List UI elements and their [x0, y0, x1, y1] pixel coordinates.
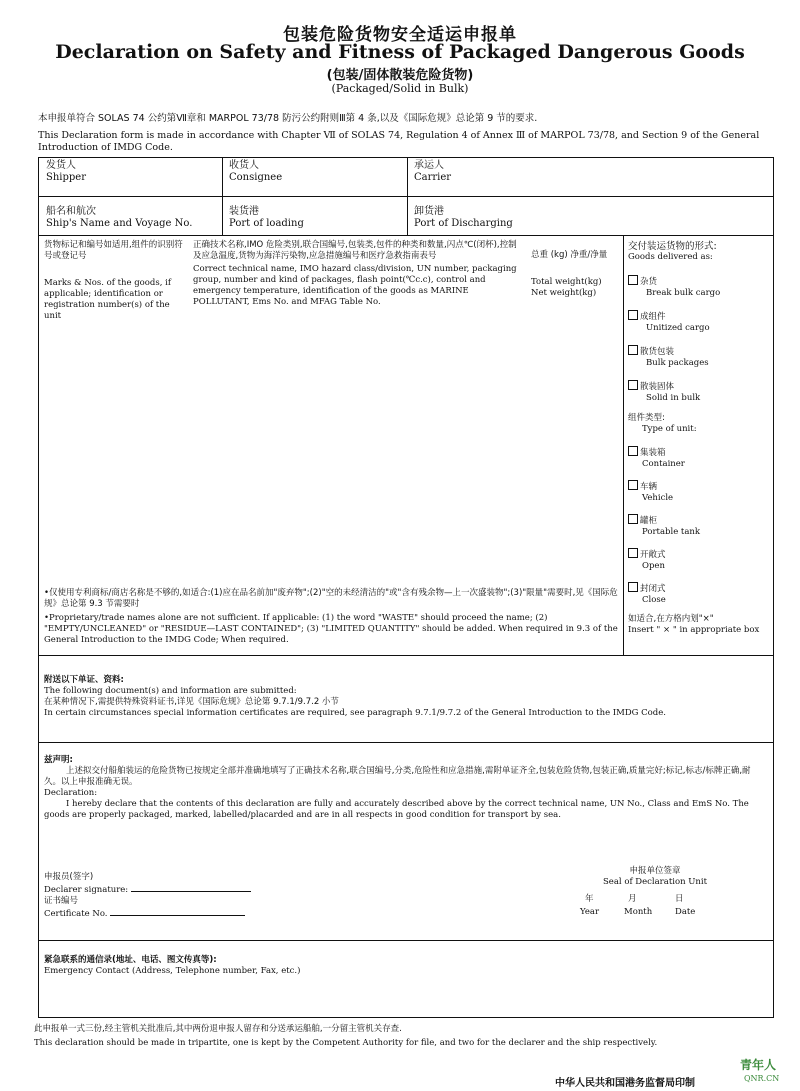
date-en: Date	[675, 907, 696, 917]
delivered-opt-break-bulk[interactable]	[628, 275, 720, 299]
checkbox-portable-tank[interactable]	[628, 514, 638, 524]
docs-note-en: In certain circumstances special information certificates are required, see paragraph 9.7.1/9.7.2 of the General Introduction to the IMDG Code.	[44, 708, 666, 718]
consignee-field[interactable]	[229, 160, 282, 184]
row-divider-2	[38, 235, 773, 236]
delivered-opt-bulk-packages[interactable]	[628, 345, 709, 369]
unit-label-cn: 集装箱	[640, 448, 666, 458]
opt-label-cn: 散装固体	[640, 382, 675, 392]
ship-voyage-field[interactable]	[46, 206, 192, 230]
documents-section[interactable]	[44, 675, 766, 719]
unit-label-cn: 车辆	[640, 482, 658, 492]
unit-type-cn: 组件类型:	[628, 413, 665, 423]
discharging-label-en: Port of Discharging	[414, 218, 513, 229]
month-cn: 月	[628, 894, 637, 904]
docs-heading-cn: 附送以下单证、资料:	[44, 675, 124, 685]
marks-column[interactable]	[44, 240, 184, 322]
checkbox-open[interactable]	[628, 548, 638, 558]
description-column[interactable]	[193, 240, 521, 308]
consignee-label-cn: 收货人	[229, 160, 259, 171]
goods-note-en: •Proprietary/trade names alone are not sufficient. If applicable: (1) the word "WASTE" should proceed the name; (2) "EMPTY/UNCLEANED" or "RESIDUE—LAST CONTAINED"; (3) "LIMITED QUANTITY" should be added. When required in 9.3 of the General Introduction to the IMDG Code; When required.	[44, 613, 618, 645]
unit-label-cn: 罐柜	[640, 516, 658, 526]
unit-label-en: Container	[642, 459, 685, 469]
day-cn: 日	[675, 894, 684, 904]
row-divider-4	[38, 742, 773, 743]
unit-type-en: Type of unit:	[642, 424, 697, 434]
desc-label-en: Correct technical name, IMO hazard class/division, UN number, packaging group, number and kind of packages, flash point(℃c.c), control and emergency temperature, identification of the goods as MARINE POLLUTANT, Ems No. and MFAG Table No.	[193, 264, 517, 307]
row-divider-1	[38, 196, 773, 197]
marks-label-en: Marks & Nos. of the goods, if applicable; identification or registration number(s) of the unit	[44, 278, 171, 321]
weight-label-net-en: Net weight(kg)	[531, 288, 597, 298]
opt-label-en: Solid in bulk	[646, 393, 701, 403]
form-title-cn: 包装危险货物安全适运申报单	[283, 25, 517, 45]
port-discharging-field[interactable]	[414, 206, 513, 230]
carrier-label-cn: 承运人	[414, 160, 444, 171]
declarer-label-cn: 申报员(签字)	[44, 872, 94, 882]
ship-label-cn: 船名和航次	[46, 206, 96, 217]
carrier-label-en: Carrier	[414, 172, 452, 183]
delivered-heading-cn: 交付装运货物的形式:	[628, 241, 717, 252]
printer-credit: 中华人民共和国港务监督局印制	[555, 1078, 695, 1089]
cert-label-en: Certificate No.	[44, 909, 108, 919]
checkbox-break-bulk[interactable]	[628, 275, 638, 285]
unit-label-cn: 封闭式	[640, 584, 666, 594]
unit-type-heading	[628, 413, 697, 435]
unit-label-en: Close	[642, 595, 666, 605]
frame-right-line	[773, 157, 774, 1018]
weight-label-cn: 总重 (kg) 净重/净量	[531, 250, 608, 260]
declaration-text-en: I hereby declare that the contents of this declaration are fully and accurately described above by the correct technical name, UN No., Class and EmS No. The goods are properly packaged, marked, labelled/placarded and are in all respects in good condition for transport by sea.	[44, 799, 749, 820]
unit-opt-vehicle[interactable]	[628, 480, 673, 504]
opt-label-en: Unitized cargo	[646, 323, 710, 333]
declarer-signature-line[interactable]	[131, 883, 251, 892]
checkbox-bulk-packages[interactable]	[628, 345, 638, 355]
checkbox-unitized[interactable]	[628, 310, 638, 320]
footer-note-cn: 此申报单一式三份,经主管机关批准后,其中两份退申报人留存和分送承运船舶,一分留主管机关存查.	[34, 1024, 402, 1034]
declaration-heading-cn: 兹声明:	[44, 755, 73, 765]
year-en: Year	[580, 907, 600, 917]
watermark-url: QNR.CN	[744, 1074, 780, 1083]
year-cn: 年	[585, 894, 594, 904]
ship-label-en: Ship's Name and Voyage No.	[46, 218, 193, 229]
checkbox-solid-bulk[interactable]	[628, 380, 638, 390]
unit-label-en: Vehicle	[642, 493, 674, 503]
shipper-label-en: Shipper	[46, 172, 86, 183]
unit-opt-close[interactable]	[628, 582, 666, 606]
form-subtitle-cn: (包装/固体散装危险货物)	[326, 68, 474, 83]
carrier-field[interactable]	[414, 160, 451, 184]
shipper-label-cn: 发货人	[46, 160, 76, 171]
consignee-label-en: Consignee	[229, 172, 283, 183]
unit-label-en: Portable tank	[642, 527, 701, 537]
loading-label-en: Port of loading	[229, 218, 304, 229]
footer-note-en: This declaration should be made in tripartite, one is kept by the Competent Authority for file, and two for the declarer and the ship respectively.	[34, 1038, 658, 1048]
cert-label-cn: 证书编号	[44, 896, 79, 906]
weight-column[interactable]	[531, 250, 619, 299]
insert-instruction	[628, 614, 770, 636]
port-loading-field[interactable]	[229, 206, 304, 230]
marks-label-cn: 货物标记和编号如适用,组件的识别符号或登记号	[44, 240, 183, 261]
weight-label-total-en: Total weight(kg)	[531, 277, 602, 287]
delivered-opt-unitized[interactable]	[628, 310, 710, 334]
insert-instruction-en: Insert " × " in appropriate box	[628, 625, 760, 635]
checkbox-container[interactable]	[628, 446, 638, 456]
checkbox-vehicle[interactable]	[628, 480, 638, 490]
opt-label-cn: 成组件	[640, 312, 666, 322]
docs-heading-en: The following document(s) and information are submitted:	[44, 686, 297, 696]
frame-left-line	[38, 157, 39, 1018]
intro-en: This Declaration form is made in accordance with Chapter Ⅶ of SOLAS 74, Regulation 4 of Annex Ⅲ of MARPOL 73/78, and Section 9 of the General Introduction of IMDG Code.	[38, 130, 760, 153]
unit-label-cn: 开敞式	[640, 550, 666, 560]
frame-bottom-line	[38, 1017, 773, 1018]
emergency-label-en: Emergency Contact (Address, Telephone number, Fax, etc.)	[44, 966, 301, 976]
unit-label-en: Open	[642, 561, 665, 571]
unit-opt-container[interactable]	[628, 446, 685, 470]
goods-note	[44, 588, 618, 646]
intro-cn: 本申报单符合 SOLAS 74 公约第Ⅶ章和 MARPOL 73/78 防污公约附则Ⅲ第 4 条,以及《国际危规》总论第 9 节的要求.	[38, 113, 538, 124]
opt-label-en: Break bulk cargo	[646, 288, 721, 298]
unit-opt-open[interactable]	[628, 548, 666, 572]
form-title-en: Declaration on Safety and Fitness of Packaged Dangerous Goods	[55, 41, 745, 63]
row-divider-5	[38, 940, 773, 941]
watermark-logo: 青年人	[740, 1058, 777, 1072]
declaration-heading-en: Declaration:	[44, 788, 98, 798]
opt-label-en: Bulk packages	[646, 358, 709, 368]
cert-number-line[interactable]	[110, 907, 245, 916]
month-en: Month	[624, 907, 653, 917]
seal-label-cn: 申报单位签章	[629, 866, 681, 876]
emergency-contact-field[interactable]	[44, 955, 764, 977]
delivered-opt-solid-bulk[interactable]	[628, 380, 700, 404]
shipper-field[interactable]	[46, 160, 86, 184]
opt-label-cn: 散货包装	[640, 347, 675, 357]
checkbox-close[interactable]	[628, 582, 638, 592]
goods-note-cn: •仅使用专利商标/商店名称是不够的,如适合:(1)应在品名前加"废弃物";(2)"空的未经清洁的"或"含有残余物—上一次盛装物";(3)"限量"需要时,见《国际危规》总论第 9.3 节需要时	[44, 588, 618, 609]
delivered-column	[628, 241, 770, 263]
row-divider-3	[38, 655, 773, 656]
unit-opt-portable-tank[interactable]	[628, 514, 700, 538]
declaration-text-cn: 上述拟交付船舶装运的危险货物已按规定全部并准确地填写了正确技术名称,联合国编号,分类,危险性和应急措施,需附单证齐全,包装危险货物,包装正确,质量完好;标记,标志/标牌正确,耐久。以上申报准确无误。	[44, 766, 751, 787]
delivered-heading-en: Goods delivered as:	[628, 252, 713, 262]
docs-note-cn: 在某种情况下,需提供特殊资料证书,详见《国际危规》总论第 9.7.1/9.7.2 小节	[44, 697, 339, 707]
declaration-section	[44, 755, 766, 821]
seal-label-en: Seal of Declaration Unit	[602, 877, 708, 887]
emergency-label-cn: 紧急联系的通信录(地址、电话、图文传真等):	[44, 955, 217, 965]
declarer-label-en: Declarer signature:	[44, 885, 129, 895]
seal-block[interactable]	[580, 866, 730, 888]
opt-label-cn: 杂货	[640, 277, 658, 287]
desc-label-cn: 正确技术名称,IMO 危险类别,联合国编号,包装类,包件的种类和数量,闪点℃(闭杯),控制及应急温度,货物为海洋污染物,应急措施编号和医疗急救指南表号	[193, 240, 517, 261]
delivered-col-divider	[623, 235, 624, 655]
declarer-block	[44, 872, 304, 920]
discharging-label-cn: 卸货港	[414, 206, 444, 217]
loading-label-cn: 装货港	[229, 206, 259, 217]
frame-top-line	[38, 157, 773, 158]
insert-instruction-cn: 如适合,在方格内划"×"	[628, 614, 714, 624]
form-subtitle-en: (Packaged/Solid in Bulk)	[331, 82, 469, 95]
